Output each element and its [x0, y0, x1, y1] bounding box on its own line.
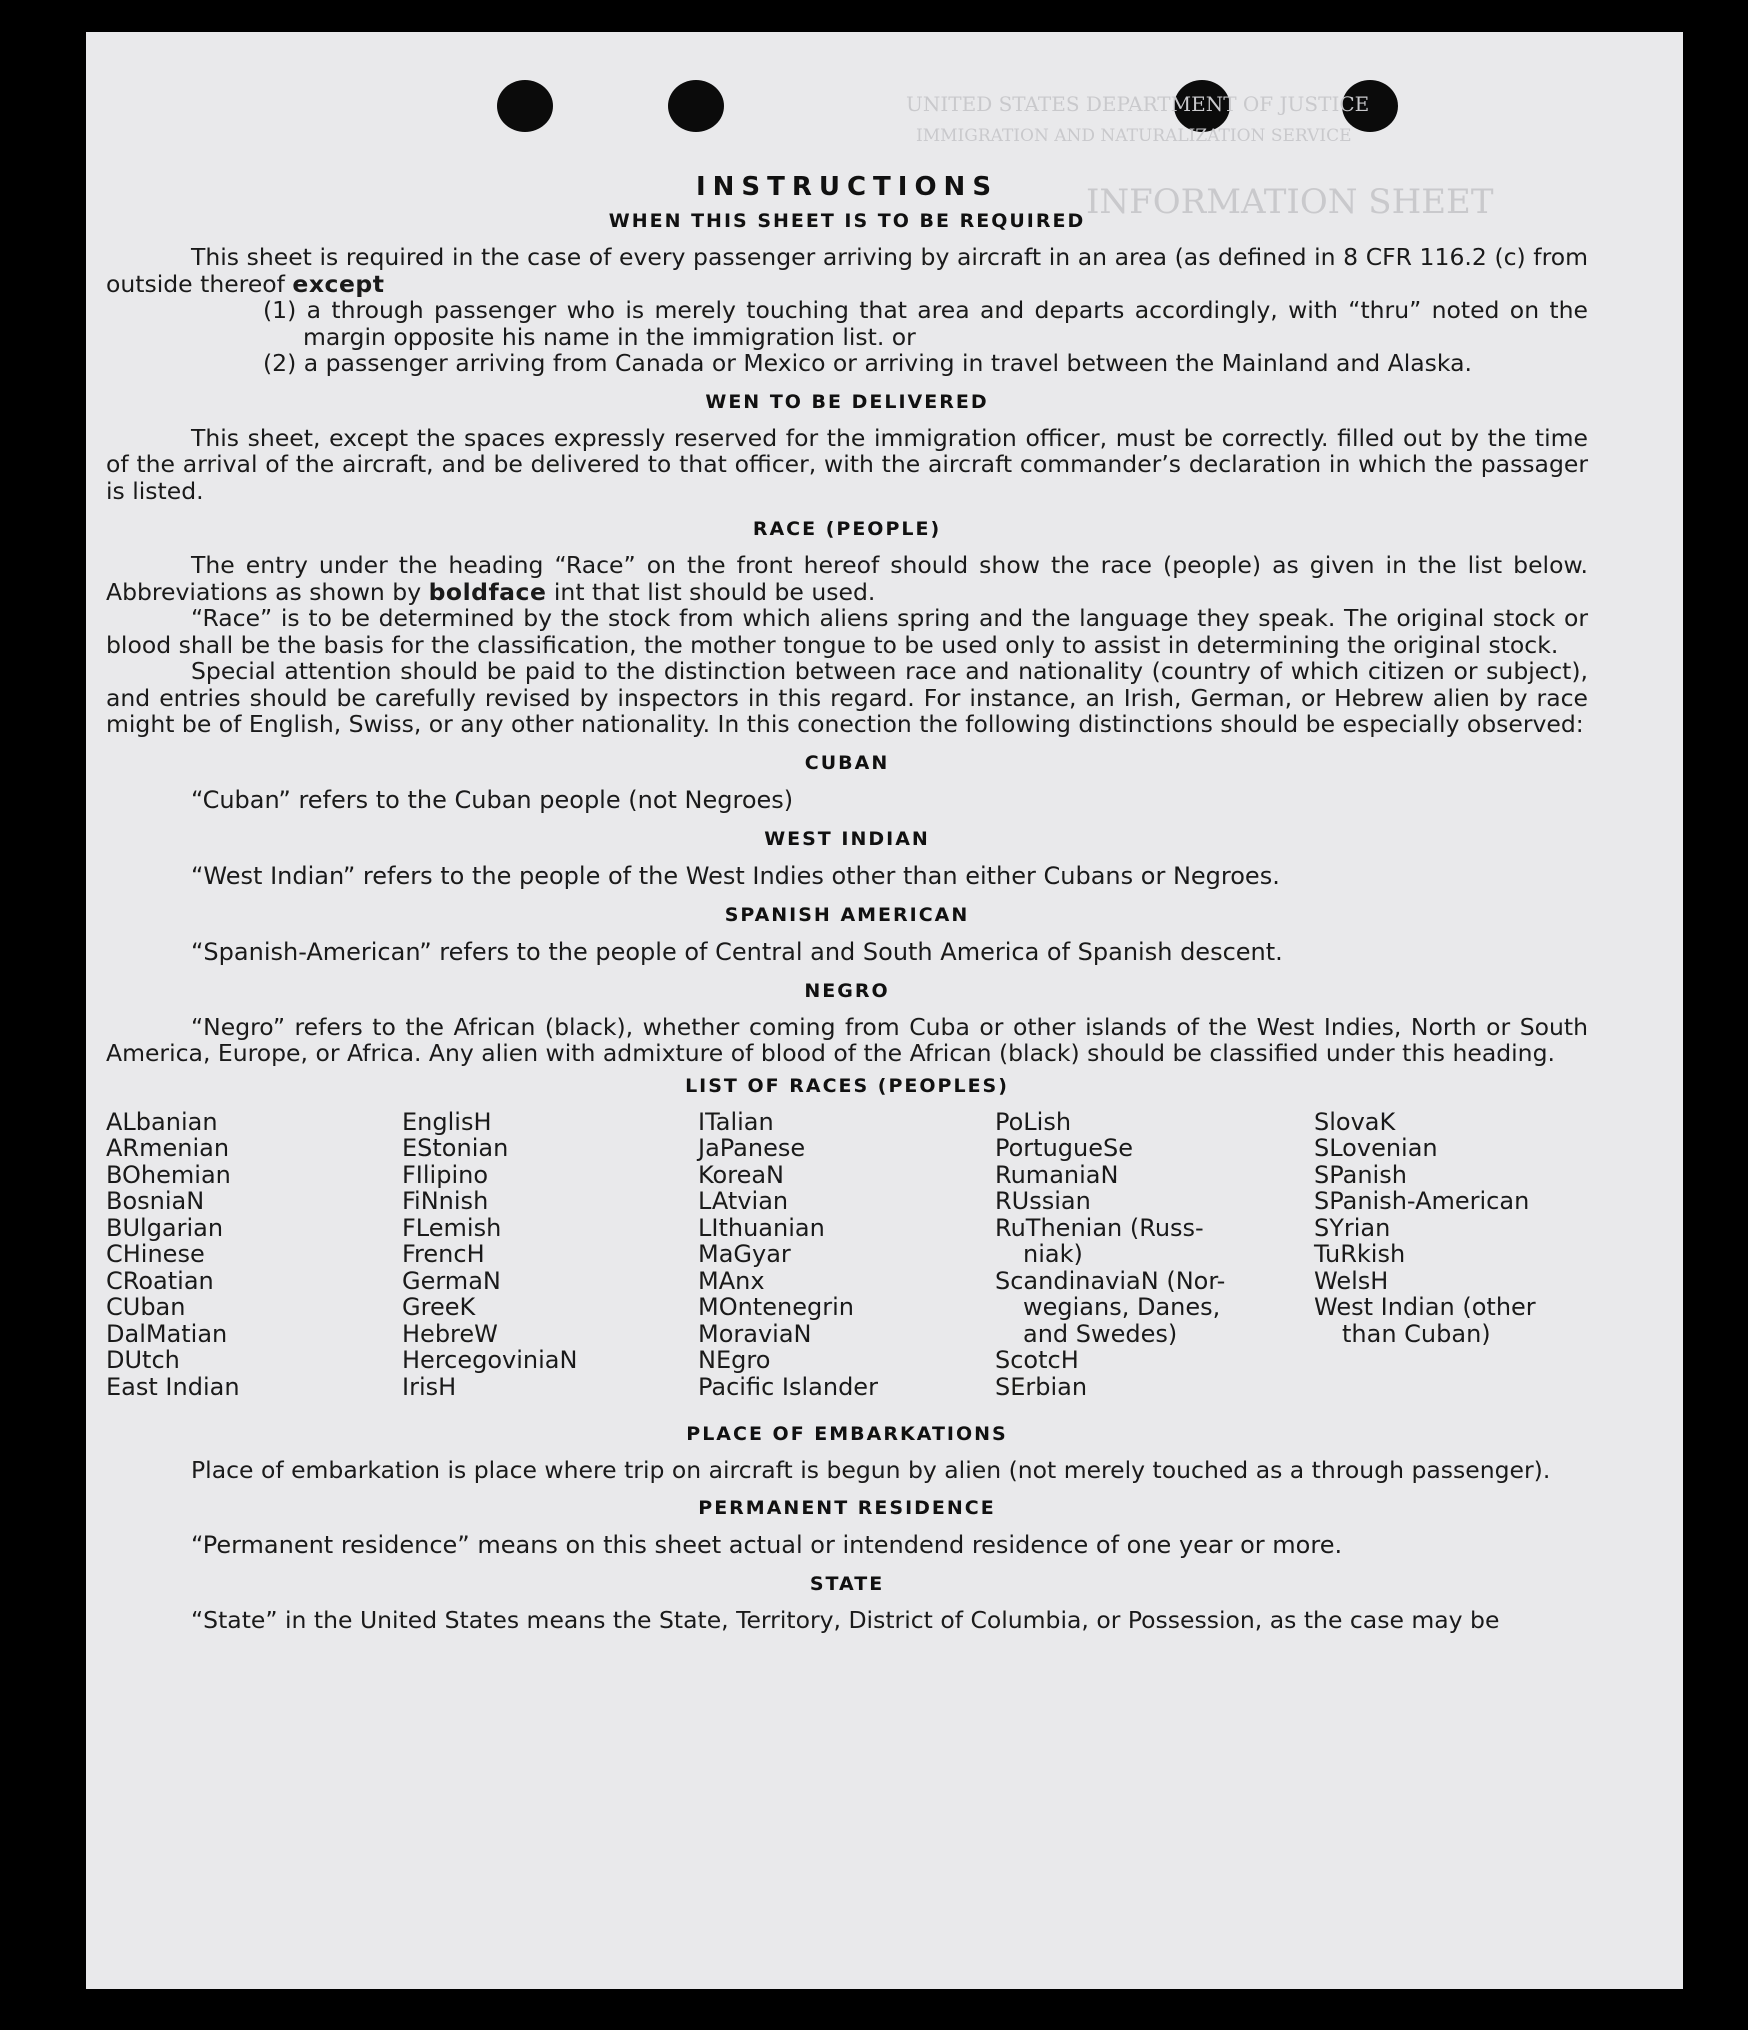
section-heading-west-indian: WEST INDIAN: [764, 827, 930, 850]
list-item: IrisH: [402, 1372, 457, 1401]
list-item: East Indian: [106, 1372, 240, 1401]
list-item: SLovenian: [1314, 1134, 1438, 1162]
list-item: NEgro: [698, 1346, 771, 1374]
keyword-boldface: boldface: [428, 577, 547, 606]
list-item: MOntenegrin: [698, 1293, 854, 1321]
list-item: HercegoviniaN: [402, 1346, 578, 1374]
list-item: WelsH: [1314, 1266, 1389, 1295]
list-item: ITalian: [698, 1107, 774, 1136]
list-item: SPanish: [1314, 1160, 1407, 1189]
paragraph-race-definition: “Race” is to be determined by the stock from which aliens spring and the language they speak. The original stock or blood shall be the basis for the classification, the mother tongue to be used only to assist in determining the original stock.: [106, 604, 1588, 659]
bleed-through-text: INFORMATION SHEET: [1086, 182, 1494, 222]
section-heading-when-delivered: WEN TO BE DELIVERED: [705, 390, 989, 413]
bleed-through-text: UNITED STATES DEPARTMENT OF JUSTICE: [906, 92, 1370, 116]
list-item: FiNnish: [402, 1187, 489, 1215]
list-item-continuation: wegians, Danes,: [1023, 1293, 1221, 1321]
list-item: FIlipino: [402, 1160, 489, 1189]
list-item: SPanish-American: [1314, 1187, 1530, 1215]
races-column-5: [1314, 1109, 1536, 1348]
list-item: BUlgarian: [106, 1213, 224, 1242]
list-item: GreeK: [402, 1293, 476, 1321]
section-heading-negro: NEGRO: [804, 979, 890, 1002]
section-heading-place-of-embarkation: PLACE OF EMBARKATIONS: [686, 1422, 1008, 1445]
list-item: JaPanese: [698, 1134, 806, 1162]
paragraph-race-nationality: Special attention should be paid to the distinction between race and nationality (country of which citizen or subject), and entries should be carefully revised by inspectors in this regard. For instance, an Irish, German, or Hebrew alien by race might be of English, Swiss, or any other nationality. In this conection the following distinctions should be especially observed:: [106, 657, 1588, 738]
section-heading-state: STATE: [809, 1573, 885, 1595]
section-heading-permanent-residence: PERMANENT RESIDENCE: [698, 1497, 996, 1519]
section-heading-spanish-american: SPANISH AMERICAN: [724, 903, 970, 926]
races-column-1: [106, 1109, 240, 1401]
list-item: CRoatian: [106, 1266, 214, 1295]
list-item: BosniaN: [106, 1187, 205, 1215]
section-heading-list-of-races: LIST OF RACES (PEOPLES): [685, 1074, 1009, 1097]
instructions-body: [106, 172, 1588, 1634]
list-item-continuation: and Swedes): [1023, 1319, 1178, 1348]
section-heading-race: RACE (PEOPLE): [752, 518, 942, 540]
keyword-except: except: [292, 269, 385, 298]
list-item-through-passenger: (1) a through passenger who is merely touching that area and departs accordingly, with “thru” noted on the margin opposite his name in the immigration list. or: [263, 296, 1588, 351]
list-item: ScandinaviaN (Nor-: [995, 1266, 1226, 1295]
paragraph-cuban: “Cuban” refers to the Cuban people (not Negroes): [191, 785, 794, 814]
paragraph-when-delivered: This sheet, except the spaces expressly reserved for the immigration officer, must be correctly. filled out by the time of the arrival of the aircraft, and be delivered to that officer, with the aircraft commander’s declaration in which the passager is listed.: [106, 423, 1588, 505]
races-column-2: [402, 1109, 577, 1401]
list-item: HebreW: [402, 1319, 498, 1348]
races-list: [106, 1109, 1588, 1409]
races-column-3: [698, 1109, 878, 1401]
paragraph-place-of-embarkation: Place of embarkation is place where trip on aircraft is begun by alien (not merely touched as a through passenger).: [191, 1455, 1551, 1484]
punch-hole: [668, 80, 724, 132]
section-heading-when-required: WHEN THIS SHEET IS TO BE REQUIRED: [608, 210, 1086, 232]
list-item: DUtch: [106, 1346, 180, 1374]
list-item: LAtvian: [698, 1187, 789, 1215]
list-item: RUssian: [995, 1187, 1091, 1215]
list-item: MoraviaN: [698, 1319, 812, 1348]
list-item: ScotcH: [995, 1346, 1079, 1374]
list-item: LIthuanian: [698, 1213, 825, 1242]
page-title: INSTRUCTIONS: [695, 172, 999, 202]
section-heading-cuban: CUBAN: [804, 751, 890, 774]
races-column-4: [995, 1109, 1225, 1401]
paragraph-race-entry: [106, 552, 1588, 605]
punch-hole: [497, 80, 553, 132]
list-item: CHinese: [106, 1240, 205, 1268]
list-item: Pacific Islander: [698, 1372, 878, 1401]
list-item-continuation: than Cuban): [1342, 1319, 1491, 1348]
list-item: SYrian: [1314, 1213, 1391, 1242]
list-item: TuRkish: [1314, 1240, 1406, 1268]
list-item-canada-mexico: (2) a passenger arriving from Canada or Mexico or arriving in travel between the Mainland and Alaska.: [263, 349, 1472, 377]
paragraph-text: This sheet is required in the case of every passenger arriving by aircraft in an area (as defined in 8 CFR 116.2 (c) from outside thereof: [106, 243, 1588, 298]
list-item: DalMatian: [106, 1319, 228, 1348]
paragraph-when-required: [106, 244, 1588, 297]
list-item: West Indian (other: [1314, 1293, 1536, 1321]
list-item: MAnx: [698, 1266, 765, 1295]
list-item-continuation: niak): [1023, 1240, 1083, 1268]
paragraph-text: The entry under the heading “Race” on the front hereof should show the race (people) as given in the list below. Abbreviations as shown by: [106, 551, 1588, 606]
document-page: [86, 32, 1683, 1989]
list-item: SErbian: [995, 1372, 1088, 1401]
list-item: EnglisH: [402, 1107, 492, 1136]
list-item: RuThenian (Russ-: [995, 1213, 1204, 1242]
paragraph-text: int that list should be used.: [553, 577, 876, 606]
list-item: PoLish: [995, 1107, 1072, 1136]
bleed-through-text: IMMIGRATION AND NATURALIZATION SERVICE: [916, 126, 1352, 146]
list-item: FLemish: [402, 1213, 502, 1242]
list-item: EStonian: [402, 1134, 509, 1162]
list-item: GermaN: [402, 1266, 501, 1295]
list-item: RumaniaN: [995, 1160, 1119, 1189]
paragraph-negro: “Negro” refers to the African (black), whether coming from Cuba or other islands of the West Indies, North or South America, Europe, or Africa. Any alien with admixture of blood of the African (black) should be classified under this heading.: [106, 1012, 1588, 1067]
list-item: CUban: [106, 1293, 186, 1321]
list-item: ALbanian: [106, 1107, 218, 1136]
list-item: BOhemian: [106, 1160, 231, 1189]
paragraph-spanish-american: “Spanish-American” refers to the people of Central and South America of Spanish descent.: [191, 937, 1283, 966]
list-item: MaGyar: [698, 1240, 791, 1268]
paragraph-permanent-residence: “Permanent residence” means on this sheet actual or intendend residence of one year or more.: [191, 1531, 1343, 1559]
list-item: FrencH: [402, 1240, 485, 1268]
paragraph-state: “State” in the United States means the State, Territory, District of Columbia, or Possession, as the case may be: [191, 1606, 1500, 1634]
list-item: KoreaN: [698, 1160, 784, 1189]
list-item: PortugueSe: [995, 1134, 1133, 1162]
list-item: SlovaK: [1314, 1107, 1396, 1136]
list-item: ARmenian: [106, 1134, 230, 1162]
paragraph-west-indian: “West Indian” refers to the people of the West Indies other than either Cubans or Negroes.: [191, 861, 1280, 890]
